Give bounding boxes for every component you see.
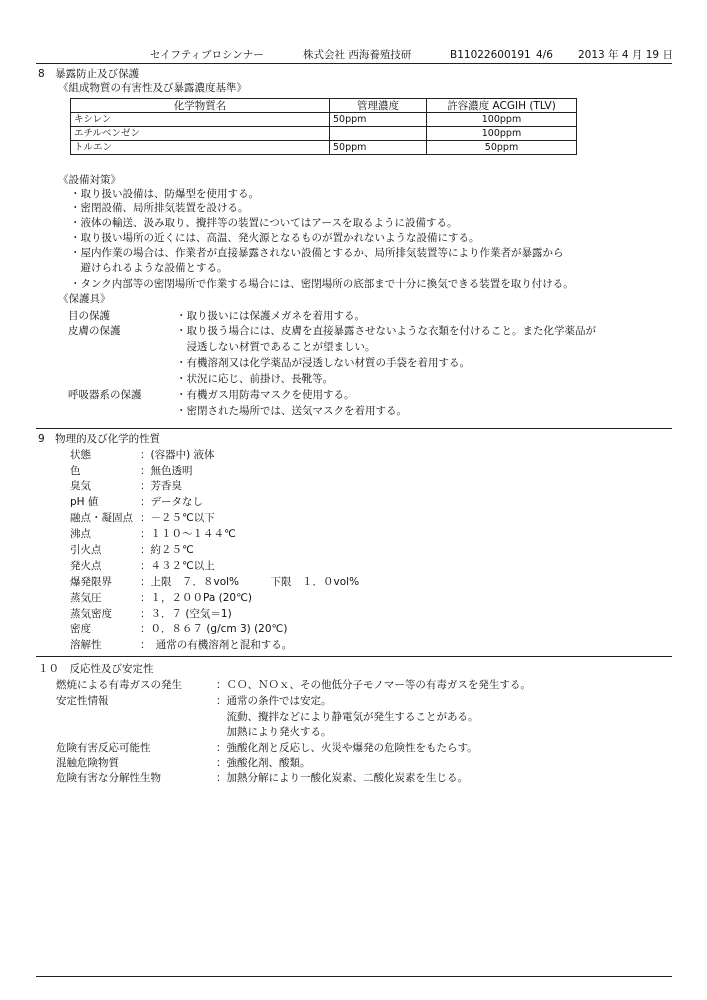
- protective-line: ・密閉された場所では、送気マスクを着用する。: [176, 405, 407, 417]
- protective-line: ・有機ガス用防毒マスクを使用する。: [176, 389, 355, 401]
- property-value: ：約２５℃: [140, 544, 194, 556]
- reactivity-value: ：加熱分解により一酸化炭素、二酸化炭素を生じる。: [216, 772, 468, 784]
- table-cell: 100ppm: [427, 127, 577, 141]
- table-row: [71, 141, 577, 155]
- protective-line: ・取り扱いには保護メガネを着用する。: [176, 310, 365, 322]
- equipment-line: ・屋内作業の場合は、作業者が直接暴露されない設備とするか、局所排気装置等により作業者が暴露から: [70, 247, 564, 259]
- table-cell: 50ppm: [330, 113, 427, 127]
- property-label: 蒸気密度: [70, 608, 112, 620]
- equipment-line: ・取り扱い設備は、防爆型を使用する。: [70, 188, 259, 200]
- property-value: ：－２５℃以下: [140, 512, 215, 524]
- protective-line: ・状況に応じ、前掛け、長靴等。: [176, 373, 334, 385]
- section-10-title: １０ 反応性及び安定性: [38, 663, 154, 675]
- equipment-line: ・液体の輸送、汲み取り、攪拌等の装置についてはアースを取るように設備する。: [70, 217, 458, 229]
- table-cell: 100ppm: [427, 113, 577, 127]
- protective-line: 浸透しない材質であることが望ましい。: [176, 341, 376, 353]
- reactivity-value: ：通常の条件では安定。: [216, 695, 332, 707]
- footer-divider: [36, 976, 672, 977]
- equipment-line: ・取り扱い場所の近くには、高温、発火源となるものが置かれないような設備にする。: [70, 232, 480, 244]
- reactivity-value: ：ＣＯ、ＮＯｘ、その他低分子モノマー等の有毒ガスを発生する。: [216, 679, 531, 691]
- table-cell: キシレン: [71, 113, 330, 127]
- table-cell: エチルベンゼン: [71, 127, 330, 141]
- property-value: ：芳香臭: [140, 480, 182, 492]
- property-label: 融点・凝固点: [70, 512, 133, 524]
- table-header-row: [71, 99, 577, 113]
- property-label: 発火点: [70, 560, 102, 572]
- header-doc-number: B11022600191: [450, 49, 531, 61]
- table-cell: [330, 127, 427, 141]
- section-divider: [36, 656, 672, 657]
- reactivity-value: ：強酸化剤と反応し、火災や爆発の危険性をもたらす。: [216, 742, 478, 754]
- protective-label-respiratory: 呼吸器系の保護: [68, 389, 142, 401]
- property-label: 沸点: [70, 528, 91, 540]
- reactivity-label: 燃焼による有毒ガスの発生: [56, 679, 182, 691]
- property-value: ：(容器中) 液体: [140, 449, 215, 461]
- property-label: 引火点: [70, 544, 102, 556]
- property-label: 色: [70, 465, 81, 477]
- header-divider: [36, 63, 672, 64]
- property-label: 爆発限界: [70, 576, 112, 588]
- reactivity-label: 危険有害な分解性生物: [56, 772, 161, 784]
- property-value: ：３．７ (空気＝1): [140, 608, 232, 620]
- table-cell: 50ppm: [427, 141, 577, 155]
- property-label: 蒸気圧: [70, 592, 102, 604]
- equipment-line: ・タンク内部等の密閉場所で作業する場合には、密閉場所の底部まで十分に換気できる装置を取り付ける。: [70, 278, 574, 290]
- protective-label-skin: 皮膚の保護: [68, 325, 121, 337]
- table-header-cell: 許容濃度 ACGIH (TLV): [427, 99, 577, 113]
- protective-label-eye: 目の保護: [68, 310, 110, 322]
- property-label: 密度: [70, 623, 91, 635]
- header-date: 2013 年 4 月 19 日: [578, 49, 673, 61]
- table-row: [71, 127, 577, 141]
- header-company: 株式会社 西海養殖技研: [303, 49, 412, 61]
- composition-table: [70, 98, 577, 155]
- section-8-subtitle: 《組成物質の有害性及び暴露濃度基準》: [58, 82, 247, 94]
- equipment-line: 避けられるような設備とする。: [70, 262, 228, 274]
- property-label: 溶解性: [70, 639, 102, 651]
- property-value: ： 通常の有機溶剤と混和する。: [140, 639, 293, 651]
- table-header-cell: 化学物質名: [71, 99, 330, 113]
- reactivity-value: 流動、攪拌などにより静電気が発生することがある。: [216, 711, 479, 723]
- table-cell: トルエン: [71, 141, 330, 155]
- reactivity-label: 危険有害反応可能性: [56, 742, 151, 754]
- property-value: ：１，２００Pa (20℃): [140, 592, 252, 604]
- property-value: ：データなし: [140, 496, 203, 508]
- reactivity-label: 混触危険物質: [56, 757, 119, 769]
- table-header-cell: 管理濃度: [330, 99, 427, 113]
- table-cell: 50ppm: [330, 141, 427, 155]
- reactivity-value: 加熱により発火する。: [216, 726, 332, 738]
- property-value: ：１１０～１４４℃: [140, 528, 236, 540]
- header-page: 4/6: [536, 49, 553, 61]
- table-row: [71, 113, 577, 127]
- section-divider: [36, 428, 672, 429]
- equipment-line: ・密閉設備、局所排気装置を設ける。: [70, 202, 249, 214]
- protective-line: ・取り扱う場合には、皮膚を直接暴露させないような衣類を付けること。また化学薬品が: [176, 325, 596, 337]
- section-9-title: 9 物理的及び化学的性質: [38, 433, 161, 445]
- property-value: ：４３２℃以上: [140, 560, 215, 572]
- protective-line: ・有機溶剤又は化学薬品が浸透しない材質の手袋を着用する。: [176, 357, 470, 369]
- property-label: pH 値: [70, 496, 99, 508]
- protective-title: 《保護具》: [58, 293, 111, 305]
- property-value: ：上限 ７．８vol% 下限 １．０vol%: [140, 576, 360, 588]
- equipment-title: 《設備対策》: [58, 174, 121, 186]
- property-label: 状態: [70, 449, 91, 461]
- reactivity-label: 安定性情報: [56, 695, 109, 707]
- property-label: 臭気: [70, 480, 91, 492]
- header-product: セイフティブロシンナー: [150, 49, 264, 61]
- reactivity-value: ：強酸化剤、酸類。: [216, 757, 311, 769]
- property-value: ：０．８６７ (g/cm 3) (20℃): [140, 623, 288, 635]
- property-value: ：無色透明: [140, 465, 193, 477]
- section-8-title: 8 暴露防止及び保護: [38, 68, 140, 80]
